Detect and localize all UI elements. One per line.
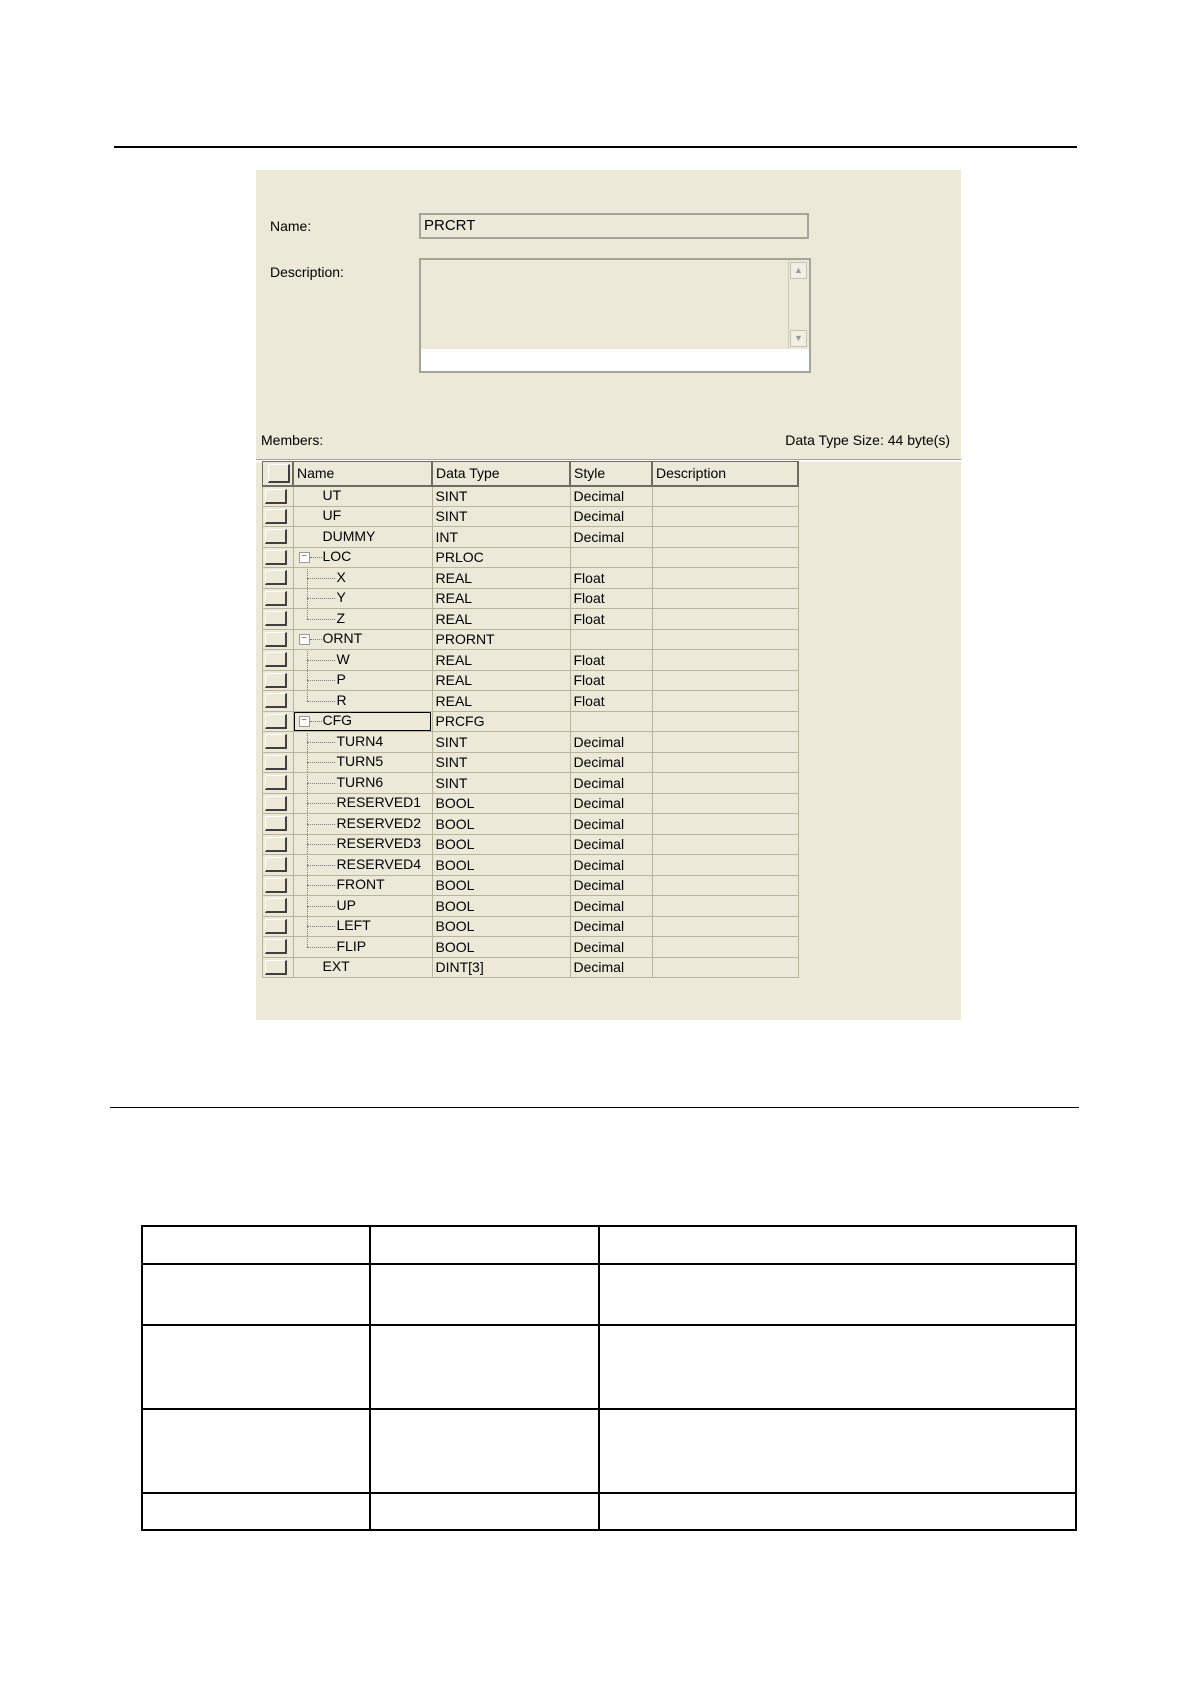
row-selector[interactable] — [263, 670, 294, 691]
member-row[interactable] — [263, 875, 799, 896]
row-selector[interactable] — [263, 650, 294, 671]
member-name-cell[interactable] — [293, 711, 432, 732]
member-name-cell[interactable] — [293, 814, 432, 835]
member-type-cell[interactable]: BOOL — [432, 814, 570, 835]
member-description-cell[interactable] — [652, 588, 798, 609]
member-name-cell[interactable] — [293, 486, 432, 507]
member-description-cell[interactable] — [652, 650, 798, 671]
member-name: CFG — [322, 712, 353, 729]
member-type-cell[interactable]: REAL — [432, 650, 570, 671]
table-cell — [142, 1325, 370, 1409]
row-selector[interactable] — [263, 875, 294, 896]
tree-branch-last — [297, 692, 337, 710]
member-name: LEFT — [336, 917, 371, 934]
member-description-cell[interactable] — [652, 527, 798, 548]
tree-branch — [297, 753, 337, 771]
row-selector[interactable] — [263, 957, 294, 978]
tree-branch — [297, 569, 337, 587]
member-style-cell[interactable]: Decimal — [570, 834, 652, 855]
member-name: W — [336, 650, 350, 667]
member-description-cell[interactable] — [652, 486, 798, 507]
member-name-cell[interactable] — [293, 937, 432, 958]
member-style-cell[interactable]: Decimal — [570, 732, 652, 753]
member-type-cell[interactable]: SINT — [432, 773, 570, 794]
tree-indent — [297, 507, 323, 525]
member-name-cell[interactable] — [293, 568, 432, 589]
member-style-cell[interactable] — [570, 547, 652, 568]
member-description-cell[interactable] — [652, 711, 798, 732]
member-name-cell[interactable] — [293, 691, 432, 712]
row-selector[interactable] — [263, 568, 294, 589]
column-header-name[interactable]: Name — [293, 462, 432, 486]
member-name-cell[interactable] — [293, 834, 432, 855]
row-selector[interactable] — [263, 896, 294, 917]
member-row[interactable] — [263, 732, 799, 753]
table-cell — [370, 1493, 599, 1530]
member-description-cell[interactable] — [652, 691, 798, 712]
member-row[interactable] — [263, 834, 799, 855]
member-description-cell[interactable] — [652, 855, 798, 876]
table-cell — [599, 1409, 1076, 1493]
member-type-cell[interactable]: SINT — [432, 752, 570, 773]
member-style-cell[interactable]: Float — [570, 691, 652, 712]
member-type-cell[interactable]: PRLOC — [432, 547, 570, 568]
description-inner-area — [421, 349, 809, 371]
table-cell — [370, 1264, 599, 1325]
member-type-cell[interactable]: BOOL — [432, 937, 570, 958]
member-type-cell[interactable]: BOOL — [432, 793, 570, 814]
member-name: Y — [336, 589, 346, 606]
member-name: TURN4 — [336, 732, 384, 749]
member-row[interactable] — [263, 506, 799, 527]
parameter-table — [141, 1225, 1077, 1531]
row-selector[interactable] — [263, 629, 294, 650]
member-description-cell[interactable] — [652, 670, 798, 691]
table-cell — [370, 1325, 599, 1409]
member-name-cell[interactable] — [293, 609, 432, 630]
table-cell — [599, 1226, 1076, 1264]
tree-branch — [297, 794, 337, 812]
member-name-cell[interactable] — [293, 896, 432, 917]
member-type-cell[interactable]: SINT — [432, 506, 570, 527]
member-name-cell[interactable] — [293, 547, 432, 568]
member-description-cell[interactable] — [652, 937, 798, 958]
member-row[interactable] — [263, 629, 799, 650]
member-description-cell[interactable] — [652, 547, 798, 568]
member-row[interactable] — [263, 752, 799, 773]
member-name: RESERVED3 — [336, 835, 422, 852]
member-name: DUMMY — [322, 527, 376, 544]
member-description-cell[interactable] — [652, 609, 798, 630]
member-name: Z — [336, 609, 346, 626]
table-row — [142, 1409, 1076, 1493]
table-row — [142, 1325, 1076, 1409]
description-scrollbar[interactable] — [788, 260, 809, 349]
tree-branch — [297, 897, 337, 915]
member-row[interactable] — [263, 957, 799, 978]
member-name: P — [336, 671, 346, 688]
table-cell — [599, 1264, 1076, 1325]
member-name: LOC — [322, 548, 352, 565]
row-selector[interactable] — [263, 486, 294, 507]
member-style-cell[interactable]: Decimal — [570, 875, 652, 896]
member-style-cell[interactable]: Decimal — [570, 793, 652, 814]
member-style-cell[interactable] — [570, 711, 652, 732]
member-style-cell[interactable]: Decimal — [570, 855, 652, 876]
tree-indent — [297, 528, 323, 546]
member-description-cell[interactable] — [652, 752, 798, 773]
member-name-cell[interactable] — [293, 793, 432, 814]
member-name: UT — [322, 486, 342, 503]
member-style-cell[interactable]: Float — [570, 670, 652, 691]
member-name: RESERVED2 — [336, 814, 422, 831]
member-style-cell[interactable]: Decimal — [570, 752, 652, 773]
tree-indent — [297, 487, 323, 505]
member-name: X — [336, 568, 346, 585]
member-description-cell[interactable] — [652, 793, 798, 814]
member-type-cell[interactable]: BOOL — [432, 855, 570, 876]
member-name-cell[interactable] — [293, 752, 432, 773]
member-description-cell[interactable] — [652, 957, 798, 978]
member-style-cell[interactable]: Float — [570, 568, 652, 589]
member-description-cell[interactable] — [652, 916, 798, 937]
member-name-cell[interactable] — [293, 916, 432, 937]
member-row[interactable] — [263, 937, 799, 958]
member-row[interactable] — [263, 711, 799, 732]
member-style-cell[interactable]: Decimal — [570, 506, 652, 527]
member-style-cell[interactable]: Decimal — [570, 937, 652, 958]
member-name: FLIP — [336, 937, 367, 954]
tree-branch-last — [297, 938, 337, 956]
member-style-cell[interactable]: Decimal — [570, 916, 652, 937]
row-selector[interactable] — [263, 916, 294, 937]
tree-indent — [297, 958, 323, 976]
row-selector[interactable] — [263, 773, 294, 794]
middle-rule — [110, 1107, 1079, 1108]
tree-branch — [297, 835, 337, 853]
data-type-editor-panel — [256, 170, 961, 1020]
table-cell — [599, 1493, 1076, 1530]
member-type-cell[interactable]: BOOL — [432, 916, 570, 937]
row-selector[interactable] — [263, 711, 294, 732]
member-style-cell[interactable]: Decimal — [570, 773, 652, 794]
description-field[interactable] — [419, 258, 811, 373]
members-label: Members: — [261, 432, 324, 448]
row-selector[interactable] — [263, 588, 294, 609]
member-name-cell[interactable] — [293, 650, 432, 671]
member-name-cell[interactable] — [293, 732, 432, 753]
row-selector[interactable] — [263, 855, 294, 876]
member-type-cell[interactable]: REAL — [432, 568, 570, 589]
tree-branch — [297, 651, 337, 669]
member-style-cell[interactable]: Decimal — [570, 486, 652, 507]
scroll-down-arrow-icon[interactable]: ▼ — [790, 330, 807, 347]
member-row[interactable] — [263, 609, 799, 630]
tree-branch — [297, 774, 337, 792]
member-type-cell[interactable]: SINT — [432, 732, 570, 753]
member-name: RESERVED1 — [336, 794, 422, 811]
tree-node — [297, 548, 323, 566]
member-row[interactable] — [263, 650, 799, 671]
member-name: R — [336, 691, 347, 708]
table-cell — [142, 1226, 370, 1264]
column-header-style[interactable]: Style — [570, 462, 652, 486]
member-description-cell[interactable] — [652, 506, 798, 527]
collapse-icon[interactable]: − — [299, 552, 310, 563]
row-selector[interactable] — [263, 793, 294, 814]
member-row[interactable] — [263, 814, 799, 835]
member-name-cell[interactable] — [293, 855, 432, 876]
table-cell — [142, 1409, 370, 1493]
table-cell — [142, 1493, 370, 1530]
member-name: FRONT — [336, 876, 385, 893]
member-name-cell[interactable] — [293, 773, 432, 794]
member-row[interactable] — [263, 793, 799, 814]
member-row[interactable] — [263, 486, 799, 507]
tree-branch-last — [297, 610, 337, 628]
tree-node — [297, 630, 323, 648]
row-selector[interactable] — [263, 691, 294, 712]
member-row[interactable] — [263, 568, 799, 589]
row-selector[interactable] — [263, 547, 294, 568]
member-name: TURN5 — [336, 753, 384, 770]
member-name-cell[interactable] — [293, 527, 432, 548]
member-type-cell[interactable]: DINT[3] — [432, 957, 570, 978]
row-selector[interactable] — [263, 937, 294, 958]
data-type-size-label: Data Type Size: 44 byte(s) — [785, 432, 950, 448]
member-type-cell[interactable]: BOOL — [432, 896, 570, 917]
row-selector[interactable] — [263, 814, 294, 835]
row-selector[interactable] — [263, 732, 294, 753]
header-selector[interactable] — [263, 462, 294, 486]
table-row — [142, 1226, 1076, 1264]
row-selector[interactable] — [263, 834, 294, 855]
member-name: UF — [322, 507, 342, 524]
member-name: UP — [336, 896, 356, 913]
member-row[interactable] — [263, 588, 799, 609]
row-selector[interactable] — [263, 609, 294, 630]
table-row — [142, 1264, 1076, 1325]
scroll-up-arrow-icon[interactable]: ▲ — [790, 262, 807, 279]
tree-branch — [297, 856, 337, 874]
member-description-cell[interactable] — [652, 896, 798, 917]
member-name-cell[interactable] — [293, 670, 432, 691]
members-header-row — [263, 462, 799, 486]
member-type-cell[interactable]: REAL — [432, 691, 570, 712]
member-type-cell[interactable]: REAL — [432, 670, 570, 691]
member-description-cell[interactable] — [652, 732, 798, 753]
member-style-cell[interactable]: Float — [570, 650, 652, 671]
column-header-data-type[interactable]: Data Type — [432, 462, 570, 486]
member-description-cell[interactable] — [652, 814, 798, 835]
tree-branch — [297, 876, 337, 894]
member-type-cell[interactable]: BOOL — [432, 834, 570, 855]
collapse-icon[interactable]: − — [299, 634, 310, 645]
top-rule — [114, 146, 1077, 148]
member-name-cell[interactable] — [293, 506, 432, 527]
column-header-description[interactable]: Description — [652, 462, 798, 486]
member-name-cell[interactable] — [293, 957, 432, 978]
member-type-cell[interactable]: PRORNT — [432, 629, 570, 650]
member-type-cell[interactable]: BOOL — [432, 875, 570, 896]
member-name: TURN6 — [336, 773, 384, 790]
tree-branch — [297, 733, 337, 751]
table-cell — [370, 1409, 599, 1493]
description-label: Description: — [270, 264, 344, 280]
row-selector[interactable] — [263, 506, 294, 527]
tree-branch — [297, 815, 337, 833]
row-selector[interactable] — [263, 527, 294, 548]
member-row[interactable] — [263, 527, 799, 548]
member-row[interactable] — [263, 670, 799, 691]
member-style-cell[interactable]: Float — [570, 609, 652, 630]
member-row[interactable] — [263, 855, 799, 876]
member-row[interactable] — [263, 896, 799, 917]
member-style-cell[interactable]: Decimal — [570, 814, 652, 835]
member-description-cell[interactable] — [652, 875, 798, 896]
member-row[interactable] — [263, 773, 799, 794]
member-name: RESERVED4 — [336, 855, 422, 872]
member-type-cell[interactable]: SINT — [432, 486, 570, 507]
member-description-cell[interactable] — [652, 773, 798, 794]
member-type-cell[interactable]: REAL — [432, 588, 570, 609]
member-row[interactable] — [263, 691, 799, 712]
table-cell — [370, 1226, 599, 1264]
member-row[interactable] — [263, 547, 799, 568]
member-name: EXT — [322, 958, 350, 975]
tree-node — [297, 712, 323, 730]
table-cell — [599, 1325, 1076, 1409]
member-name: ORNT — [322, 630, 363, 647]
table-cell — [142, 1264, 370, 1325]
member-name-cell[interactable] — [293, 588, 432, 609]
member-name-cell[interactable] — [293, 629, 432, 650]
member-description-cell[interactable] — [652, 834, 798, 855]
members-grid — [262, 461, 799, 978]
name-field[interactable]: PRCRT — [419, 213, 809, 239]
row-selector[interactable] — [263, 752, 294, 773]
member-name-cell[interactable] — [293, 875, 432, 896]
member-row[interactable] — [263, 916, 799, 937]
member-style-cell[interactable]: Decimal — [570, 896, 652, 917]
collapse-icon[interactable]: − — [299, 716, 310, 727]
member-style-cell[interactable]: Decimal — [570, 957, 652, 978]
tree-branch — [297, 671, 337, 689]
member-style-cell[interactable]: Float — [570, 588, 652, 609]
member-type-cell[interactable]: PRCFG — [432, 711, 570, 732]
table-row — [142, 1493, 1076, 1530]
member-style-cell[interactable] — [570, 629, 652, 650]
member-type-cell[interactable]: INT — [432, 527, 570, 548]
tree-branch — [297, 917, 337, 935]
member-type-cell[interactable]: REAL — [432, 609, 570, 630]
name-label: Name: — [270, 218, 312, 234]
member-description-cell[interactable] — [652, 629, 798, 650]
member-style-cell[interactable]: Decimal — [570, 527, 652, 548]
member-description-cell[interactable] — [652, 568, 798, 589]
tree-branch — [297, 589, 337, 607]
